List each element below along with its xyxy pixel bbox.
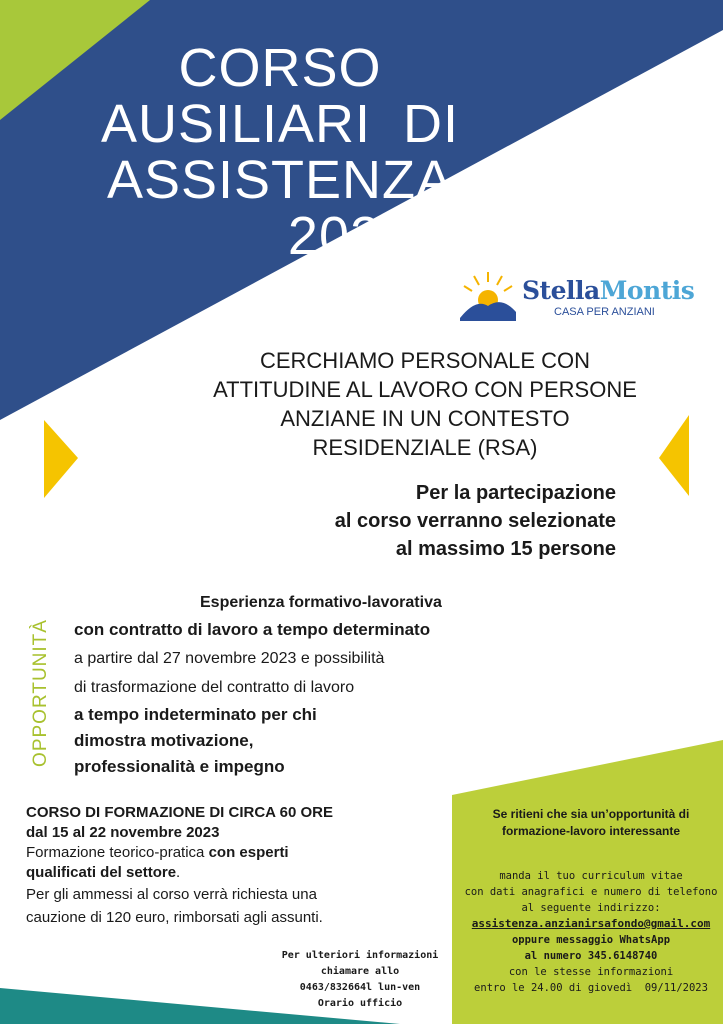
course-details	[26, 803, 396, 928]
title-line: ASSISTENZA	[106, 150, 454, 210]
title-line: CORSO	[178, 38, 382, 98]
apply-line: manda il tuo curriculum vitae	[499, 870, 683, 882]
deposit-line: Per gli ammessi al corso verrà richiesta una	[26, 886, 317, 903]
apply-title-line: formazione-lavoro interessante	[501, 824, 681, 838]
apply-whatsapp-line	[462, 932, 720, 948]
course-dates: dal 15 al 22 novembre 2023	[26, 824, 220, 841]
contact-info	[270, 948, 450, 1012]
logo-subtitle: CASA PER ANZIANI	[554, 306, 655, 318]
apply-email-link[interactable]: assistenza.anzianirsafondo@gmail.com	[471, 917, 711, 930]
apply-body	[462, 868, 720, 996]
training-emphasis: con esperti	[208, 844, 289, 861]
title-line: AUSILIARI DI	[100, 94, 460, 154]
title-line: 2023	[287, 206, 413, 266]
opportunity-line: a partire dal 27 novembre 2023 e possibilità	[74, 650, 385, 667]
contact-line: Per ulteriori informazioni	[281, 950, 439, 961]
opportunity-vertical-label	[26, 612, 56, 774]
selection-note	[240, 479, 616, 563]
apply-line: con dati anagrafici e numero di telefono	[464, 886, 718, 898]
apply-title-line: Se ritieni che sia un’opportunità di	[492, 807, 690, 821]
logo-name	[522, 276, 694, 305]
apply-line: con le stesse informazioni	[508, 966, 674, 978]
training-period: .	[176, 864, 181, 881]
apply-or: oppure	[511, 934, 550, 946]
apply-title	[462, 806, 720, 840]
logo-name-part1: Stella	[522, 276, 600, 305]
training-line-2	[26, 863, 396, 883]
apply-phone: al numero 345.6148740	[524, 950, 658, 962]
training-emphasis-2: qualificati del settore	[26, 864, 177, 881]
sunrise-icon	[458, 268, 518, 324]
opportunity-line: dimostra motivazione,	[74, 731, 254, 750]
recruitment-statement	[150, 346, 700, 462]
selection-line: al massimo 15 persone	[395, 538, 616, 560]
opportunity-line: a tempo indeterminato per chi	[74, 705, 317, 724]
course-title-line: CORSO DI FORMAZIONE DI CIRCA 60 ORE	[26, 804, 333, 821]
statement-line: RESIDENZIALE (RSA)	[312, 435, 538, 460]
course-title	[40, 40, 520, 264]
opportunity-title: Esperienza formativo-lavorativa	[200, 594, 442, 611]
apply-line: al seguente indirizzo:	[521, 902, 661, 914]
statement-line: ANZIANE IN UN CONTESTO	[280, 406, 570, 431]
opportunity-line: professionalità e impegno	[74, 757, 285, 776]
apply-deadline: entro le 24.00 di giovedì 09/11/2023	[474, 982, 708, 994]
deposit-line: cauzione di 120 euro, rimborsati agli assunti.	[26, 909, 323, 926]
statement-line: ATTITUDINE AL LAVORO CON PERSONE	[213, 377, 637, 402]
left-yellow-arrow	[44, 420, 78, 498]
opportunity-label-text: OPPORTUNITÀ	[30, 619, 51, 767]
training-text: Formazione teorico-pratica	[26, 844, 209, 861]
contact-phone: 0463/832664l lun-ven	[299, 982, 421, 993]
opportunity-line: con contratto di lavoro a tempo determinato	[74, 620, 431, 639]
apply-box	[462, 806, 720, 996]
statement-line: CERCHIAMO PERSONALE CON	[259, 348, 591, 373]
selection-line: al corso verranno selezionate	[334, 510, 616, 532]
apply-whatsapp: messaggio WhatsApp	[549, 934, 671, 946]
training-line	[26, 843, 396, 863]
contact-line: Orario ufficio	[317, 998, 403, 1009]
opportunity-line: di trasformazione del contratto di lavoro	[74, 679, 355, 696]
contact-line: chiamare allo	[320, 966, 400, 977]
selection-line: Per la partecipazione	[415, 482, 616, 504]
stellamontis-logo	[458, 268, 698, 324]
logo-name-part2: Montis	[599, 276, 695, 305]
